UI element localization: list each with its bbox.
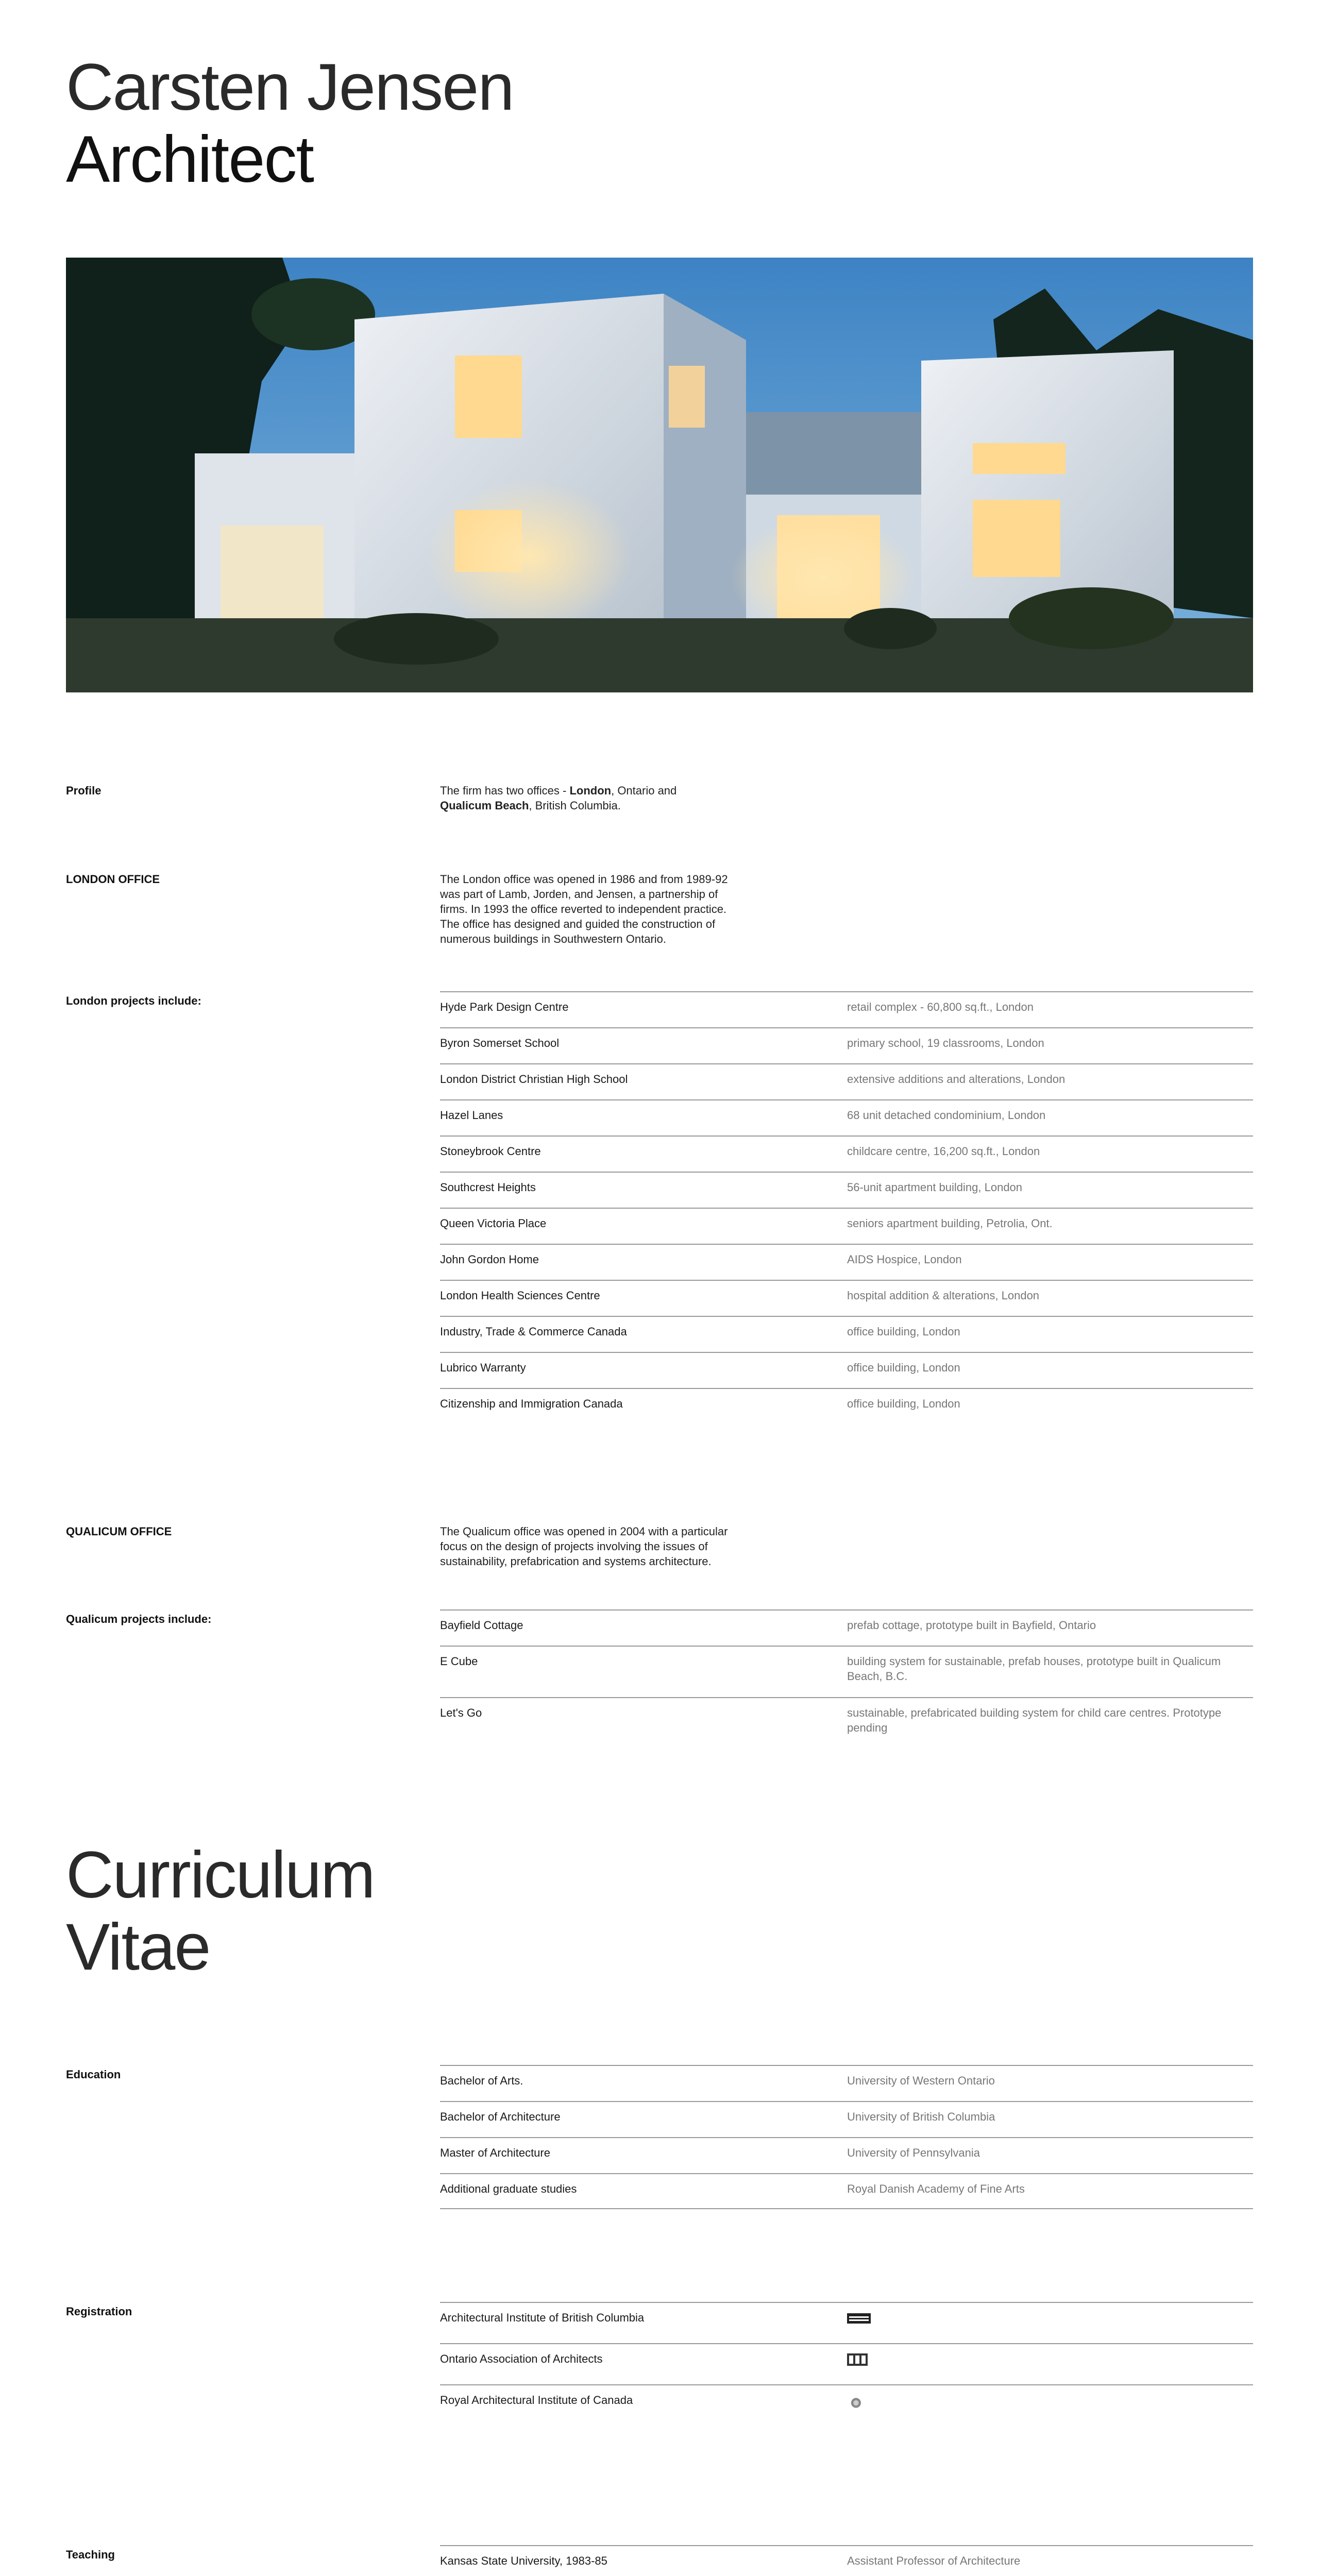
table-row: Citizenship and Immigration Canada office building, London bbox=[440, 1388, 1253, 1424]
registration-table bbox=[440, 2302, 1253, 2426]
london-projects-label: London projects include: bbox=[66, 994, 201, 1007]
london-link: London bbox=[569, 784, 612, 797]
table-row: Master of Architecture University of Pennsylvania bbox=[440, 2137, 1253, 2173]
education-table bbox=[440, 2065, 1253, 2209]
firm-role: Architect bbox=[66, 123, 313, 196]
table-row: Byron Somerset School primary school, 19 classrooms, London bbox=[440, 1027, 1253, 1063]
site-header bbox=[66, 52, 514, 196]
teaching-label: Teaching bbox=[66, 2548, 115, 2561]
table-row: Bachelor of Architecture University of British Columbia bbox=[440, 2101, 1253, 2137]
table-row: John Gordon Home AIDS Hospice, London bbox=[440, 1244, 1253, 1280]
table-row: Southcrest Heights 56-unit apartment building, London bbox=[440, 1172, 1253, 1208]
table-row: London Health Sciences Centre hospital addition & alterations, London bbox=[440, 1280, 1253, 1316]
table-row: Hyde Park Design Centre retail complex - 60,800 sq.ft., London bbox=[440, 991, 1253, 1027]
profile-label: Profile bbox=[66, 784, 102, 797]
table-row: Royal Architectural Institute of Canada bbox=[440, 2384, 1253, 2426]
cv-title: Curriculum Vitae bbox=[66, 1838, 375, 1984]
table-row: Stoneybrook Centre childcare centre, 16,200 sq.ft., London bbox=[440, 1136, 1253, 1172]
table-row: Queen Victoria Place seniors apartment building, Petrolia, Ont. bbox=[440, 1208, 1253, 1244]
table-row: Lubrico Warranty office building, London bbox=[440, 1352, 1253, 1388]
education-label: Education bbox=[66, 2068, 121, 2081]
qualicum-office-text: The Qualicum office was opened in 2004 with a particular focus on the design of projects involving the issues of sustainability, prefabrication and systems architecture. bbox=[440, 1525, 728, 1568]
hero-photo bbox=[66, 258, 1253, 692]
oaa-logo bbox=[847, 2351, 1239, 2366]
london-office-text: The London office was opened in 1986 and from 1989-92 was part of Lamb, Jorden, and Jensen, a partnership of firms. In 1993 the office reverted to independent practice. The office has designed and guided the construction of numerous buildings in Southwestern Ontario. bbox=[440, 873, 728, 945]
table-row: Industry, Trade & Commerce Canada office building, London bbox=[440, 1316, 1253, 1352]
table-row: Kansas State University, 1983-85 Assistant Professor of Architecture bbox=[440, 2545, 1253, 2576]
table-row: Let's Go sustainable, prefabricated building system for child care centres. Prototype pending bbox=[440, 1697, 1253, 1749]
teaching-table bbox=[440, 2545, 1253, 2576]
london-projects-table bbox=[440, 991, 1253, 1424]
firm-name: Carsten Jensen bbox=[66, 50, 514, 124]
table-row: London District Christian High School extensive additions and alterations, London bbox=[440, 1063, 1253, 1099]
table-row: Hazel Lanes 68 unit detached condominium, London bbox=[440, 1099, 1253, 1136]
table-row: E Cube building system for sustainable, prefab houses, prototype built in Qualicum Beach, B.C. bbox=[440, 1646, 1253, 1697]
aibc-logo bbox=[847, 2310, 1239, 2325]
table-row: Ontario Association of Architects bbox=[440, 2343, 1253, 2384]
qualicum-office-label: QUALICUM OFFICE bbox=[66, 1525, 172, 1538]
qualicum-projects-table bbox=[440, 1609, 1253, 1749]
raic-logo bbox=[847, 2393, 1239, 2413]
table-row: Bachelor of Arts. University of Western Ontario bbox=[440, 2065, 1253, 2101]
profile-text: The firm has two offices - London, Ontario and Qualicum Beach, British Columbia. bbox=[440, 784, 677, 812]
table-row: Architectural Institute of British Columbia bbox=[440, 2302, 1253, 2343]
qualicum-projects-label: Qualicum projects include: bbox=[66, 1613, 212, 1625]
qualicum-link: Qualicum Beach bbox=[440, 799, 529, 812]
registration-label: Registration bbox=[66, 2305, 132, 2318]
table-row: Additional graduate studies Royal Danish Academy of Fine Arts bbox=[440, 2173, 1253, 2209]
table-row: Bayfield Cottage prefab cottage, prototype built in Bayfield, Ontario bbox=[440, 1609, 1253, 1646]
london-office-label: LONDON OFFICE bbox=[66, 873, 160, 886]
